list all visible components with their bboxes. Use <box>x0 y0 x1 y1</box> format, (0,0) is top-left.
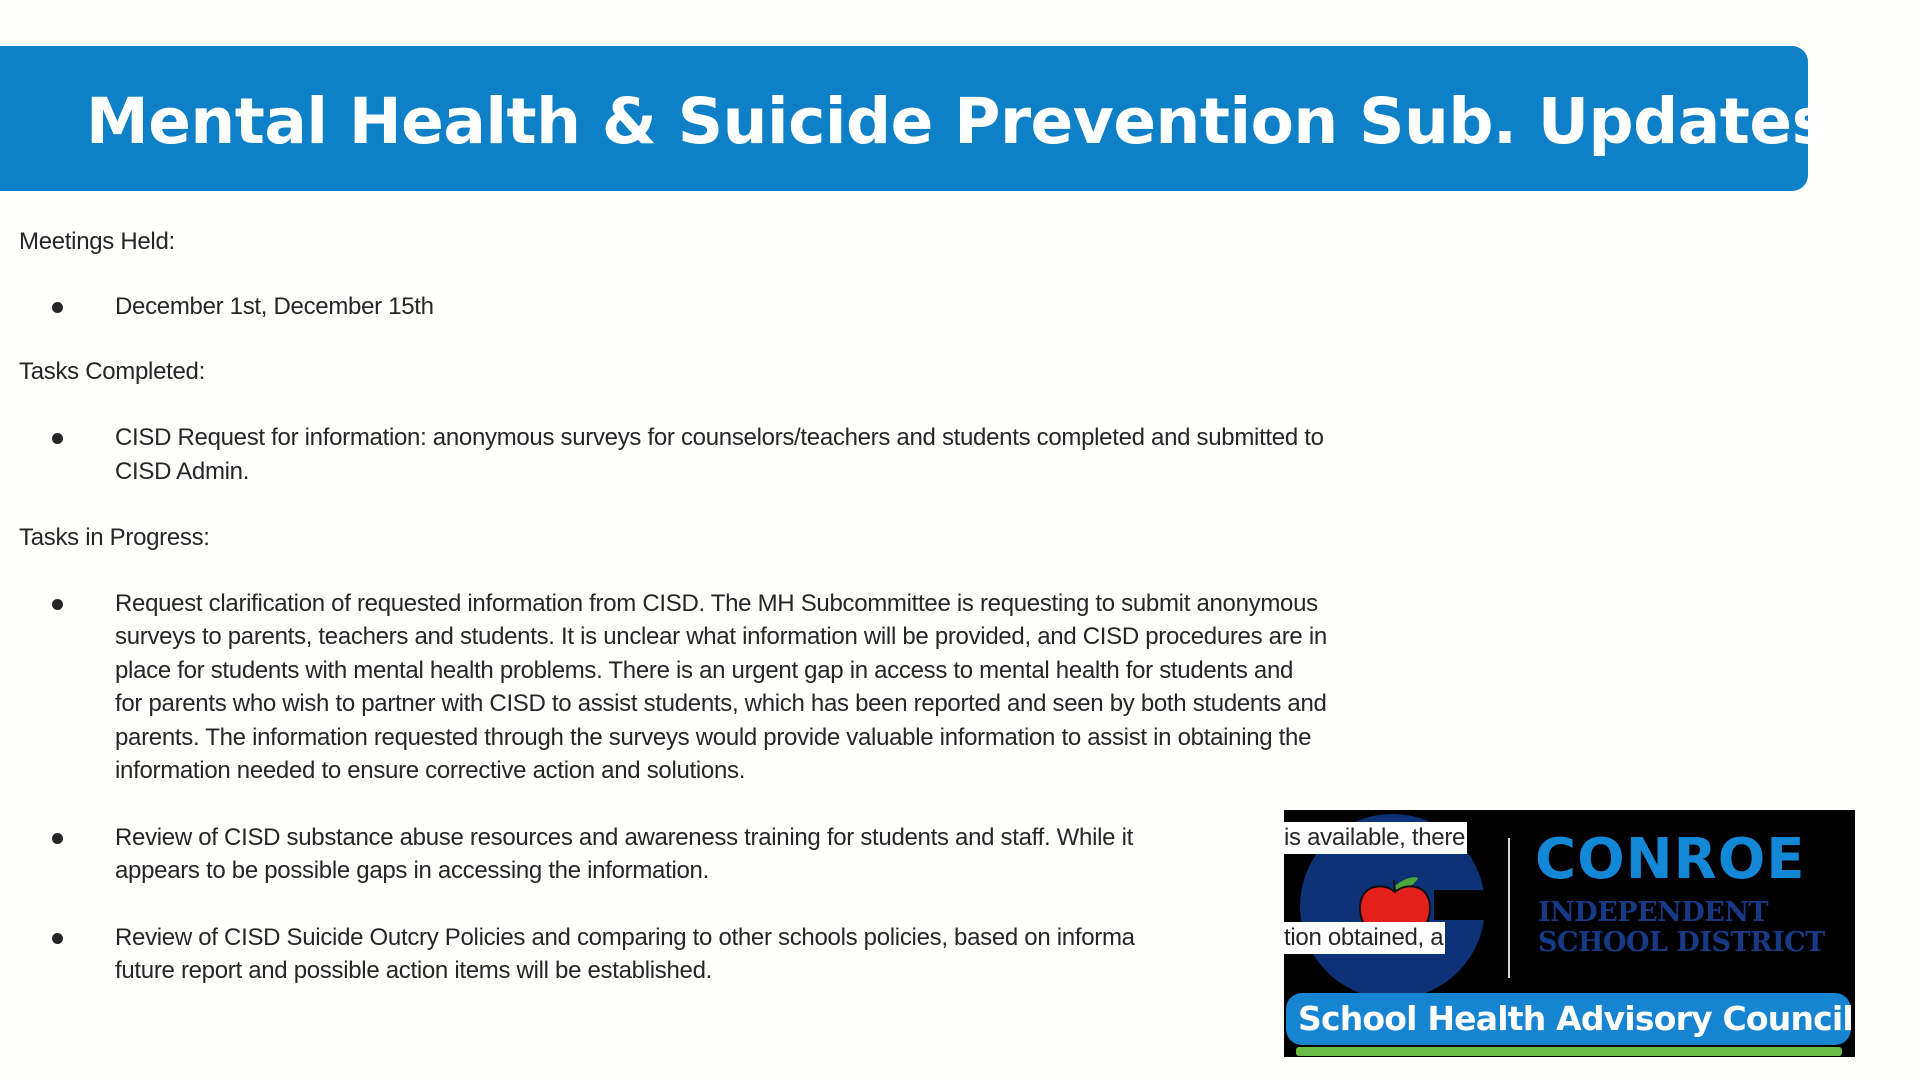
logo-school-district-text: SCHOOL DISTRICT <box>1538 927 1825 958</box>
section-heading-in-progress: Tasks in Progress: <box>19 524 210 551</box>
logo-c-gap <box>1434 890 1494 920</box>
section-heading-meetings: Meetings Held: <box>19 228 175 255</box>
bullet-text: future report and possible action items will be established. <box>115 957 713 984</box>
logo-independent-text: INDEPENDENT <box>1538 897 1769 928</box>
bullet-text: information needed to ensure corrective action and solutions. <box>115 757 746 784</box>
section-heading-completed: Tasks Completed: <box>19 358 205 385</box>
logo-council-bar <box>1286 993 1851 1045</box>
bullet-text: CISD Admin. <box>115 458 250 485</box>
slide-title: Mental Health & Suicide Prevention Sub. Updates <box>86 85 1829 158</box>
logo-divider <box>1508 838 1510 978</box>
bullet-icon <box>52 833 63 844</box>
logo-council-text: School Health Advisory Council <box>1298 999 1853 1038</box>
bullet-icon <box>52 433 63 444</box>
bullet-text: surveys to parents, teachers and students. It is unclear what information will be provided, and CISD procedures are in <box>115 623 1327 650</box>
bullet-icon <box>52 302 63 313</box>
bullet-text: appears to be possible gaps in accessing the information. <box>115 857 709 884</box>
overlay-text: tion obtained, a <box>1282 922 1445 954</box>
bullet-icon <box>52 933 63 944</box>
bullet-text: parents. The information requested through the surveys would provide valuable information to assist in obtaining the <box>115 724 1312 751</box>
bullet-text: place for students with mental health problems. There is an urgent gap in access to mental health for students and <box>115 657 1294 684</box>
logo-green-bar <box>1296 1047 1842 1056</box>
overlay-text: is available, there <box>1282 822 1467 854</box>
logo-conroe-text: CONROE <box>1535 827 1806 892</box>
bullet-text: December 1st, December 15th <box>115 293 434 320</box>
bullet-text: Review of CISD Suicide Outcry Policies and comparing to other schools policies, based on informa <box>115 924 1135 951</box>
bullet-icon <box>52 599 63 610</box>
bullet-text: for parents who wish to partner with CISD to assist students, which has been reported and seen by both students and <box>115 690 1327 717</box>
bullet-text: Review of CISD substance abuse resources and awareness training for students and staff. While it <box>115 824 1133 851</box>
bullet-text: Request clarification of requested information from CISD. The MH Subcommittee is requesting to submit anonymous <box>115 590 1318 617</box>
bullet-text: CISD Request for information: anonymous surveys for counselors/teachers and students completed and submitted to <box>115 424 1324 451</box>
